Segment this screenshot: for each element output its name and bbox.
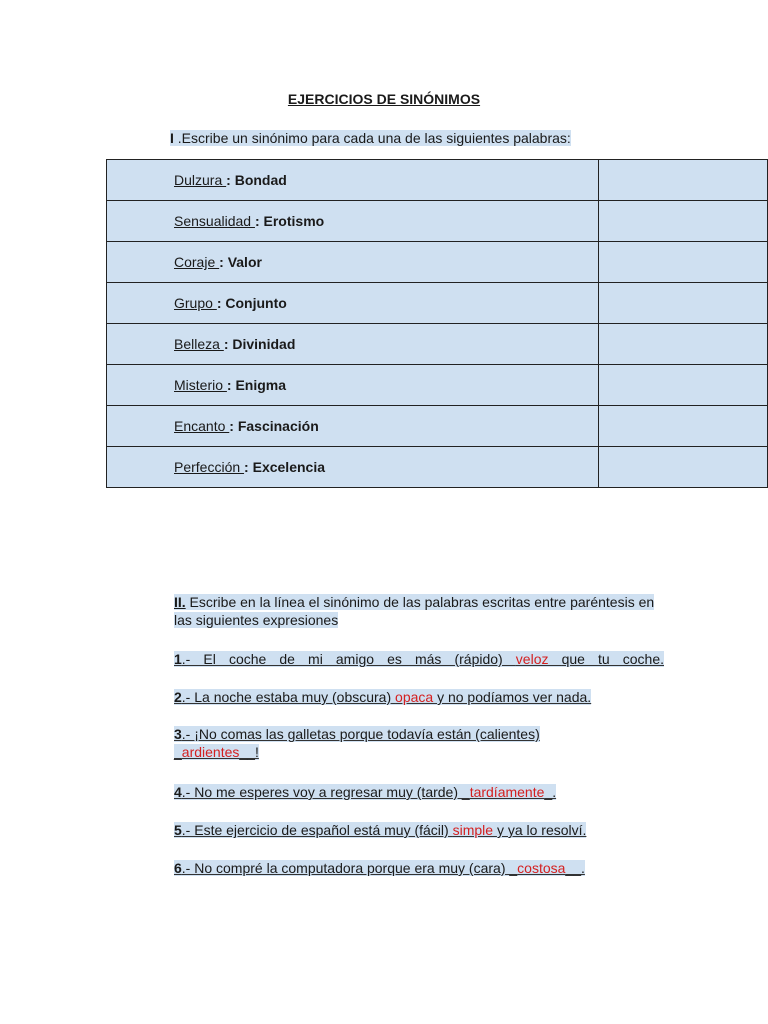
empty-cell — [599, 160, 768, 201]
answer: Valor — [227, 254, 262, 270]
item-answer: ardientes — [181, 744, 240, 760]
word-cell — [107, 160, 599, 201]
exercise-item-4 — [174, 783, 664, 801]
item-number: 3 — [174, 726, 182, 742]
item-answer: opaca — [395, 689, 438, 705]
sep: : — [226, 172, 235, 188]
page-title: EJERCICIOS DE SINÓNIMOS — [287, 91, 481, 107]
item-after: y no podíamos ver nada. — [437, 689, 592, 705]
part1-number: I — [170, 130, 174, 146]
table-row — [107, 283, 768, 324]
item-number: 4 — [174, 784, 182, 800]
item-answer: veloz — [515, 651, 562, 667]
item-after: __. — [565, 860, 585, 876]
word-cell — [107, 242, 599, 283]
empty-cell — [599, 447, 768, 488]
item-number: 1 — [174, 651, 182, 667]
word: Coraje — [174, 254, 220, 270]
answer: Enigma — [235, 377, 287, 393]
empty-cell — [599, 406, 768, 447]
part1-instruction-text: .Escribe un sinónimo para cada una de las siguientes palabras: — [173, 130, 571, 146]
part2-instruction — [174, 593, 662, 629]
item-number: 6 — [174, 860, 182, 876]
sep: : — [219, 254, 228, 270]
sep: : — [216, 295, 226, 311]
table-row — [107, 242, 768, 283]
empty-cell — [599, 365, 768, 406]
sep: : — [223, 336, 233, 352]
table-row — [107, 365, 768, 406]
empty-cell — [599, 324, 768, 365]
exercise-item-2 — [174, 688, 664, 706]
item-number: 5 — [174, 822, 182, 838]
answer: Divinidad — [232, 336, 296, 352]
synonyms-table — [106, 159, 768, 488]
answer: Bondad — [234, 172, 287, 188]
answer: Excelencia — [252, 459, 325, 475]
item-before: .- La noche estaba muy (obscura) — [181, 689, 396, 705]
table-row — [107, 324, 768, 365]
item-answer: costosa — [517, 860, 566, 876]
sep: : — [244, 459, 253, 475]
empty-cell — [599, 201, 768, 242]
word-cell — [107, 324, 599, 365]
table-row — [107, 160, 768, 201]
item-answer: tardíamente — [469, 784, 545, 800]
empty-cell — [599, 242, 768, 283]
answer: Fascinación — [237, 418, 319, 434]
item-before: .- ¡No comas las galletas porque todavía están (calientes) _ — [174, 726, 540, 760]
item-before: .- No me esperes voy a regresar muy (tarde) _ — [181, 784, 470, 800]
exercise-item-6 — [174, 859, 664, 877]
table-row — [107, 201, 768, 242]
word-cell — [107, 365, 599, 406]
word-cell — [107, 447, 599, 488]
part2-instruction-text: Escribe en la línea el sinónimo de las palabras escritas entre paréntesis en las siguientes expresiones — [174, 594, 655, 628]
table-row — [107, 447, 768, 488]
sep: : — [229, 418, 238, 434]
word: Misterio — [174, 377, 227, 393]
item-after: _. — [544, 784, 557, 800]
item-after: que tu coche. — [561, 651, 664, 667]
answer: Erotismo — [263, 213, 325, 229]
item-before: .- El coche de mi amigo es más (rápido) — [181, 651, 516, 667]
item-number: 2 — [174, 689, 182, 705]
word: Perfección — [174, 459, 245, 475]
item-answer: simple — [452, 822, 497, 838]
word: Dulzura — [174, 172, 227, 188]
word: Encanto — [174, 418, 230, 434]
item-before: .- Este ejercicio de español está muy (fácil) — [181, 822, 453, 838]
word-cell — [107, 283, 599, 324]
sep: : — [226, 377, 236, 393]
item-after: __! — [239, 744, 259, 760]
exercise-item-3 — [174, 725, 584, 761]
word-cell — [107, 201, 599, 242]
part2-number: II. — [174, 594, 186, 610]
item-after: y ya lo resolví. — [496, 822, 587, 838]
item-before: .- No compré la computadora porque era muy (cara) _ — [181, 860, 518, 876]
table-row — [107, 406, 768, 447]
answer: Conjunto — [225, 295, 287, 311]
exercise-item-1 — [174, 650, 664, 668]
word: Sensualidad — [174, 213, 255, 229]
exercise-item-5 — [174, 821, 664, 839]
empty-cell — [599, 283, 768, 324]
word: Belleza — [174, 336, 224, 352]
word-cell — [107, 406, 599, 447]
part1-instruction — [170, 130, 571, 146]
word: Grupo — [174, 295, 217, 311]
sep: : — [254, 213, 264, 229]
